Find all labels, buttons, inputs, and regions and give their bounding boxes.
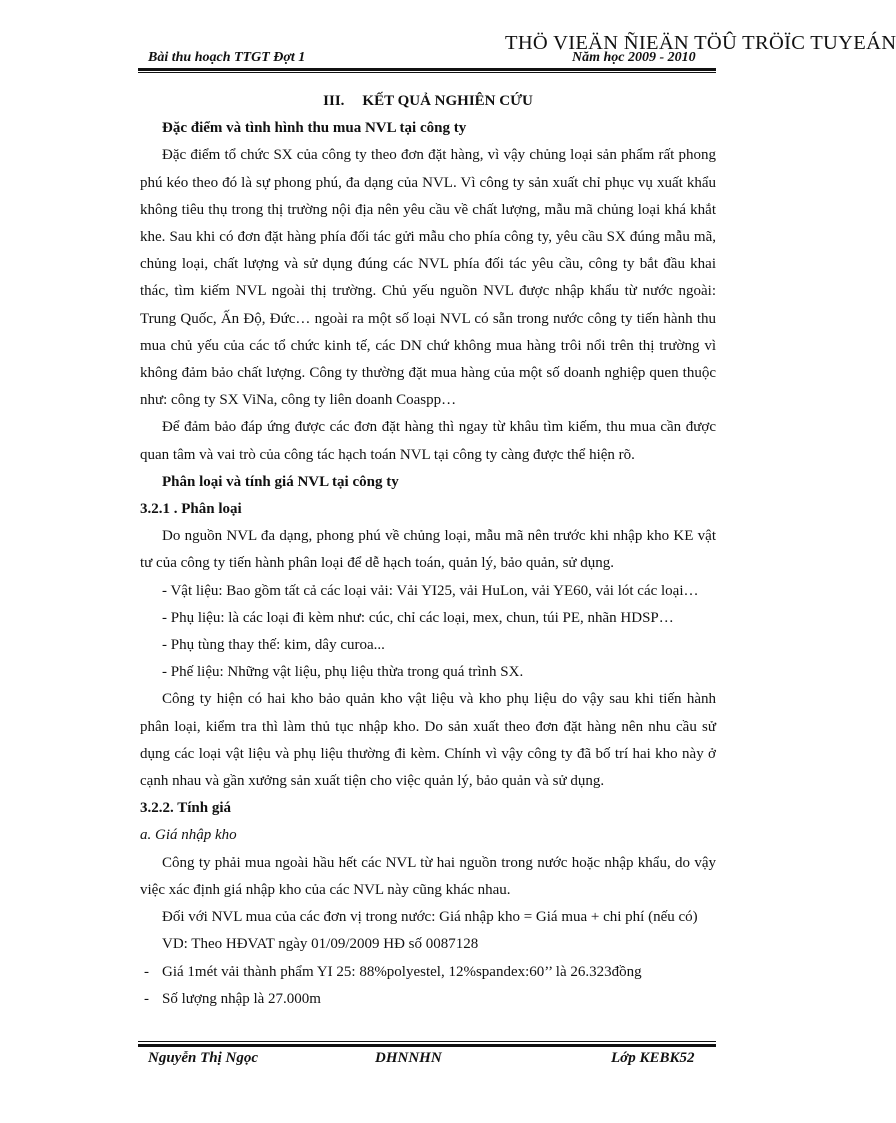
paragraph: Công ty hiện có hai kho bảo quản kho vật liệu và kho phụ liệu do vậy sau khi tiến hành phân loại, kiểm tra thì làm thủ tục nhập kho. Do sản xuất theo đơn đặt hàng nên nhu cầu sử dụng các loại vật liệu và phụ liệu thường đi kèm. Chính vì vậy công ty đã bố trí hai kho này ở cạnh nhau và gần xưởng sản xuất tiện cho việc quản lý, bảo quản và sử dụng. xyxy=(140,691,716,790)
paragraph: VD: Theo HĐVAT ngày 01/09/2009 HĐ số 0087128 xyxy=(162,936,479,953)
paragraph: Đặc điểm tổ chức SX của công ty theo đơn đặt hàng, vì vậy chủng loại sản phẩm rất phong phú kéo theo đó là sự phong phú, đa dạng của NVL. Vì công ty sản xuất chỉ phục vụ xuất khẩu không tiêu thụ trong thị trường nội địa nên yêu cầu về chất lượng, mẫu mã chủng loại khá khắt khe. Sau khi có đơn đặt hàng phía đối tác gửi mẫu cho phía công ty, yêu cầu SX đúng mẫu mã, chủng loại, chất lượng và sử dụng đúng các NVL phía đối tác yêu cầu, công ty bắt đầu khai thác, tìm kiếm NVL ngoài thị trường. Chủ yếu nguồn NVL được nhập khẩu từ nước ngoài: Trung Quốc, Ấn Độ, Đức… ngoài ra một số loại NVL có sẵn trong nước công ty tiến hành thu mua chủ yếu của các tổ chức kinh tế, các DN chứ không mua hàng trôi nổi trên thị trường vì không đảm bảo chất lượng. Công ty thường đặt mua hàng của một số doanh nghiệp quen thuộc như: công ty SX ViNa, công ty liên doanh Coaspp… xyxy=(140,147,716,409)
heading-3-2-2: 3.2.2. Tính giá xyxy=(140,800,232,817)
heading-3-2-1: 3.2.1 . Phân loại xyxy=(140,501,242,518)
subheading-import-price: a. Giá nhập kho xyxy=(140,827,237,844)
header-left: Bài thu hoạch TTGT Đợt 1 xyxy=(148,50,306,65)
paragraph: Để đảm bảo đáp ứng được các đơn đặt hàng thì ngay từ khâu tìm kiếm, thu mua cần được quan tâm và vai trò của công tác hạch toán NVL tại công ty càng được thể hiện rõ. xyxy=(140,419,716,463)
section-title-text: KẾT QUẢ NGHIÊN CỨU xyxy=(362,93,533,109)
footer-rule-thick xyxy=(138,1044,716,1047)
header-rule-thick xyxy=(138,68,716,71)
bullet-text: Giá 1mét vải thành phẩm YI 25: 88%polyestel, 12%spandex:60’’ là 26.323đồng xyxy=(162,963,642,980)
section-number: III. xyxy=(323,93,345,109)
list-item: - Phụ tùng thay thế: kim, dây curoa... xyxy=(162,637,385,654)
list-item: - Phụ liệu: là các loại đi kèm như: cúc, chỉ các loại, mex, chun, túi PE, nhãn HDSP… xyxy=(162,609,674,626)
bullet-item xyxy=(140,986,716,1013)
paragraph: Do nguồn NVL đa dạng, phong phú về chủng loại, mẫu mã nên trước khi nhập kho KE vật tư của công ty tiến hành phân loại để dễ hạch toán, quản lý, bảo quản, sử dụng. xyxy=(140,528,716,572)
heading-classification: Phân loại và tính giá NVL tại công ty xyxy=(162,473,399,490)
footer-school: DHNNHN xyxy=(375,1050,442,1066)
page-body xyxy=(140,88,716,1013)
list-item: - Phế liệu: Những vật liệu, phụ liệu thừa trong quá trình SX. xyxy=(162,664,524,681)
heading-characteristics: Đặc điểm và tình hình thu mua NVL tại công ty xyxy=(162,120,467,137)
footer-author: Nguyễn Thị Ngọc xyxy=(148,1050,258,1066)
section-title xyxy=(140,88,716,115)
bullet-item xyxy=(140,959,716,986)
footer-rule-thin xyxy=(138,1041,716,1042)
header-rule-thin xyxy=(138,72,716,73)
bullet-marker: - xyxy=(144,990,149,1007)
bullet-marker: - xyxy=(144,963,149,980)
footer-class: Lớp KEBK52 xyxy=(611,1050,695,1066)
paragraph: Đối với NVL mua của các đơn vị trong nước: Giá nhập kho = Giá mua + chi phí (nếu có) xyxy=(162,909,698,926)
bullet-text: Số lượng nhập là 27.000m xyxy=(162,990,321,1007)
watermark-text: THÖ VIEÄN ÑIEÄN TÖÛ TRÖÏC TUYEÁN xyxy=(505,32,896,54)
paragraph: Công ty phải mua ngoài hầu hết các NVL từ hai nguồn trong nước hoặc nhập khẩu, do vậy việc xác định giá nhập kho của các NVL này cũng khác nhau. xyxy=(140,854,716,898)
header-right: Năm học 2009 - 2010 xyxy=(572,50,696,65)
list-item: - Vật liệu: Bao gồm tất cả các loại vải: Vải YI25, vải HuLon, vải YE60, vải lót các loại… xyxy=(162,582,699,599)
